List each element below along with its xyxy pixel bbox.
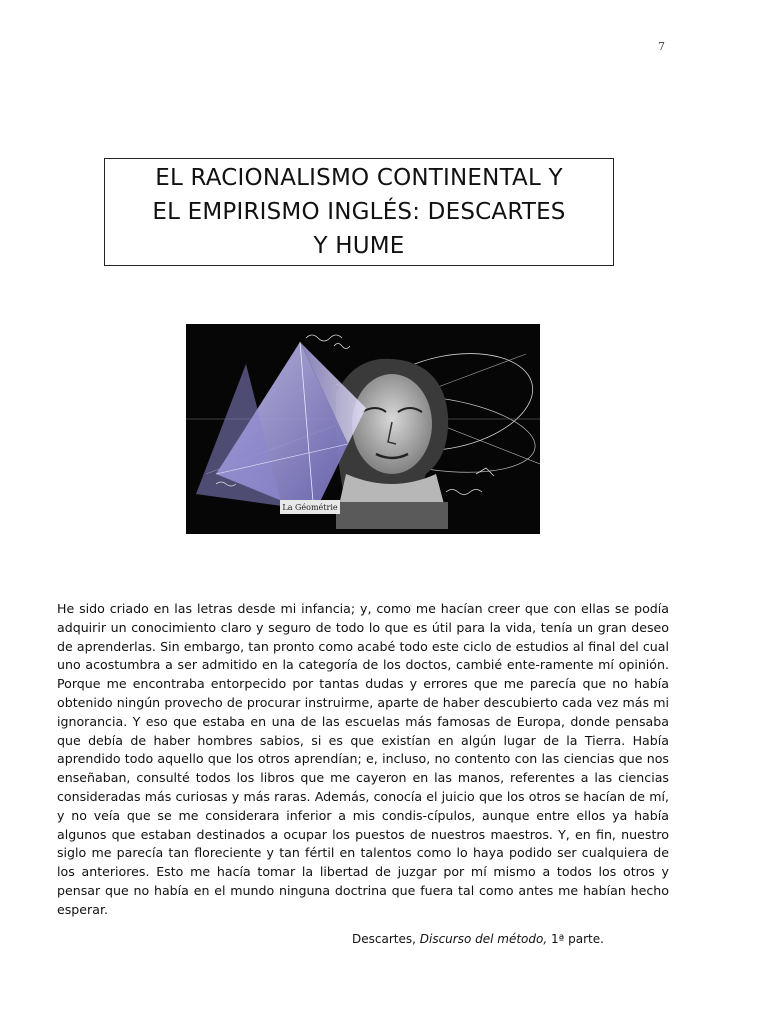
attribution-part: 1ª parte. bbox=[551, 932, 604, 946]
page-number: 7 bbox=[658, 40, 665, 53]
descartes-quote-paragraph: He sido criado en las letras desde mi infancia; y, como me hacían creer que con ellas se podía adquirir un conocimiento claro y seguro de todo lo que es útil para la vida, tenía un gran deseo de aprenderlas. Sin embargo, tan pronto como acabé todo este ciclo de estudios al final del cual uno acostumbra a ser admitido en la categoría de los doctos, cambié ente-ramente mí opinión. Porque me encontraba entorpecido por tantas dudas y errores que me parecía que no había obtenido ningún provecho de procurar instruirme, aparte de haber descubierto cada vez más mi ignorancia. Y eso que estaba en una de las escuelas más famosas de Europa, donde pensaba que debía de haber hombres sabios, si es que existían en algún lugar de la Tierra. Había aprendido todo aquello que los otros aprendían; e, incluso, no contento con las ciencias que nos enseñaban, consulté todos los libros que me cayeron en las manos, referentes a las ciencias consideradas más curiosas y más raras. Además, conocía el juicio que los otros se hacían de mí, y no veía que se me considerara inferior a mis condis-cípulos, aunque entre ellos ya había algunos que estaban destinados a ocupar los puestos de nuestros maestros. Y, en fin, nuestro siglo me parecía tan floreciente y tan fértil en talentos como lo haya podido ser cualquiera de los anteriores. Esto me hacía tomar la libertad de juzgar por mí mismo a todos los otros y pensar que no había en el mundo ninguna doctrina que fuera tal como antes me habían hecho esperar. bbox=[57, 601, 669, 917]
title-line-3: Y HUME bbox=[313, 233, 405, 259]
title-line-2: EL EMPIRISMO INGLÉS: DESCARTES bbox=[152, 199, 566, 225]
quote-attribution bbox=[352, 932, 604, 946]
attribution-work-title: Discurso del método, bbox=[419, 932, 548, 946]
figure-caption: La Géométrie bbox=[282, 503, 338, 512]
title-line-1: EL RACIONALISMO CONTINENTAL Y bbox=[155, 165, 563, 191]
descartes-collage-image bbox=[186, 324, 540, 534]
descartes-collage-svg bbox=[186, 324, 540, 534]
descartes-portrait bbox=[336, 359, 448, 529]
attribution-author: Descartes, bbox=[352, 932, 416, 946]
title-box bbox=[104, 158, 614, 266]
